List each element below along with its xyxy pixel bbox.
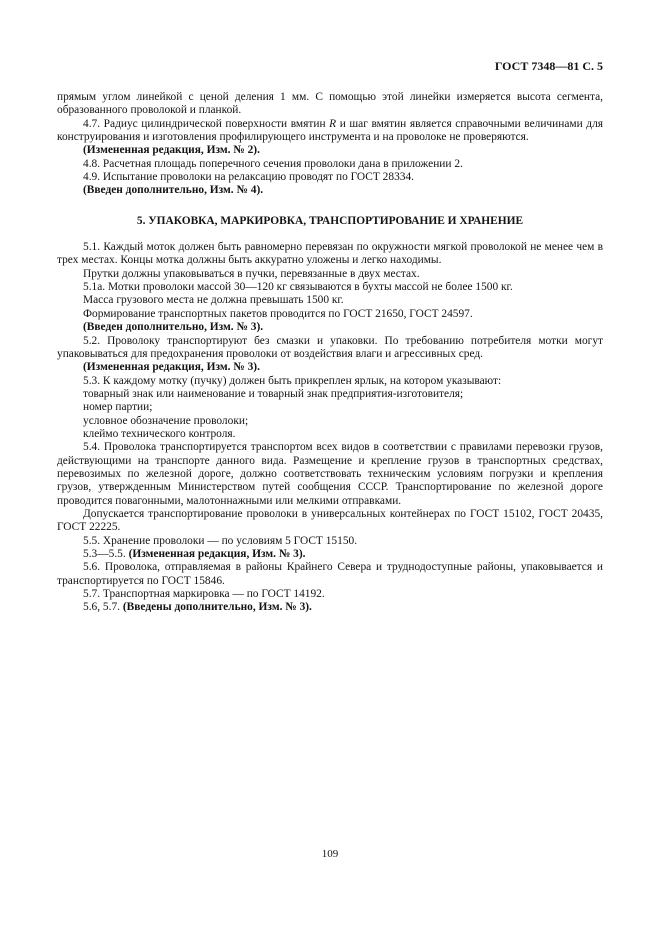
- section-heading: [57, 215, 603, 228]
- paragraph: [57, 91, 603, 118]
- text-run: Допускается транспортирование проволоки в универсальных контейнерах по ГОСТ 15102, ГОСТ 20435, ГОСТ 22225.: [57, 507, 603, 534]
- text-run: и шаг вмятин является справочными величинами для конструирования и изготовления профилирующего инструмента и на проволоке не проверяются.: [57, 117, 604, 144]
- paragraph: [57, 561, 603, 588]
- text-run: 5.3. К каждому мотку (пучку) должен быть прикреплен ярлык, на котором указывают:: [83, 374, 502, 387]
- paragraph: [57, 428, 603, 441]
- text-run: 4.8. Расчетная площадь поперечного сечения проволоки дана в приложении 2.: [83, 157, 463, 170]
- paragraph: [57, 508, 603, 535]
- text-run: 5. УПАКОВКА, МАРКИРОВКА, ТРАНСПОРТИРОВАНИЕ И ХРАНЕНИЕ: [136, 214, 524, 227]
- page-content: [57, 91, 603, 615]
- text-run: условное обозначение проволоки;: [83, 414, 249, 427]
- text-run: товарный знак или наименование и товарный знак предприятия-изготовителя;: [83, 387, 464, 400]
- paragraph: [57, 281, 603, 294]
- text-run: R: [329, 117, 337, 130]
- paragraph: [57, 588, 603, 601]
- paragraph: [57, 294, 603, 307]
- paragraph: [57, 548, 603, 561]
- text-run: Масса грузового места не должна превышать 1500 кг.: [83, 294, 344, 307]
- paragraph: [57, 601, 603, 614]
- paragraph: [57, 158, 603, 171]
- text-run: 5.6. Проволока, отправляемая в районы Крайнего Севера и труднодоступные районы, упаковывается и транспортируется по ГОСТ 15846.: [57, 561, 603, 587]
- text-run: 5.6, 5.7.: [83, 601, 123, 614]
- text-run: (Введен дополнительно, Изм. № 4).: [83, 184, 264, 197]
- paragraph: [57, 321, 603, 334]
- paragraph: [57, 388, 603, 401]
- paragraph: [57, 401, 603, 414]
- paragraph: [57, 415, 603, 428]
- text-run: (Измененная редакция, Изм. № 3).: [83, 361, 260, 374]
- text-run: (Измененная редакция, Изм. № 2).: [83, 144, 260, 157]
- text-run: 5.1а. Мотки проволоки массой 30—120 кг связываются в бухты массой не более 1500 кг.: [83, 281, 513, 294]
- page-footer: [57, 848, 603, 861]
- paragraph: [57, 335, 603, 362]
- paragraph: [57, 268, 603, 281]
- paragraph: [57, 184, 603, 197]
- paragraph: [57, 441, 603, 508]
- paragraph: [57, 144, 603, 157]
- text-run: 5.7. Транспортная маркировка — по ГОСТ 14192.: [83, 588, 325, 601]
- text-run: 4.7. Радиус цилиндрической поверхности вмятин: [83, 117, 330, 130]
- paragraph: [57, 535, 603, 548]
- text-run: Формирование транспортных пакетов проводится по ГОСТ 21650, ГОСТ 24597.: [83, 307, 473, 320]
- paragraph: [57, 375, 603, 388]
- paragraph: [57, 361, 603, 374]
- page-header: [57, 59, 603, 73]
- text-run: 5.4. Проволока транспортируется транспортом всех видов в соответствии с правилами перевозки грузов, действующими на транспорте данного вида. Размещение и крепление грузов в транспортных средствах, перевозимых по железной дороге, должно соответствовать техническим условиям погрузки и крепления грузов, утвержденным Министерством путей сообщения СССР. Транспортирование по железной дороге проводится повагонными, малотоннажными или мелкими отправками.: [57, 441, 603, 507]
- text-run: 5.5. Хранение проволоки — по условиям 5 ГОСТ 15150.: [83, 534, 358, 547]
- paragraph: [57, 241, 603, 268]
- paragraph: [57, 171, 603, 184]
- doc-reference: ГОСТ 7348—81 С. 5: [494, 59, 603, 73]
- page-number: 109: [321, 848, 339, 860]
- text-run: (Введены дополнительно, Изм. № 3).: [122, 601, 312, 614]
- text-run: (Измененная редакция, Изм. № 3).: [128, 548, 306, 560]
- text-run: 5.1. Каждый моток должен быть равномерно перевязан по окружности мягкой проволокой не менее чем в трех местах. Концы мотка должны быть аккуратно уложены и легко находимы.: [57, 241, 603, 267]
- text-run: 5.3—5.5.: [83, 548, 129, 560]
- text-run: номер партии;: [83, 401, 153, 414]
- text-run: Прутки должны упаковываться в пучки, перевязанные в двух местах.: [83, 267, 420, 280]
- text-run: клеймо технического контроля.: [83, 427, 236, 440]
- text-run: 4.9. Испытание проволоки на релаксацию проводят по ГОСТ 28334.: [83, 171, 415, 184]
- text-run: прямым углом линейкой с ценой деления 1 мм. С помощью этой линейки измеряется высота сегмента, образованного проволокой и планкой.: [57, 91, 603, 117]
- paragraph: [57, 308, 603, 321]
- text-run: (Введен дополнительно, Изм. № 3).: [83, 321, 264, 334]
- text-run: 5.2. Проволоку транспортируют без смазки и упаковки. По требованию потребителя мотки могут упаковываться для предохранения проволоки от воздействия влаги и агрессивных сред.: [57, 334, 603, 360]
- paragraph: [57, 118, 603, 145]
